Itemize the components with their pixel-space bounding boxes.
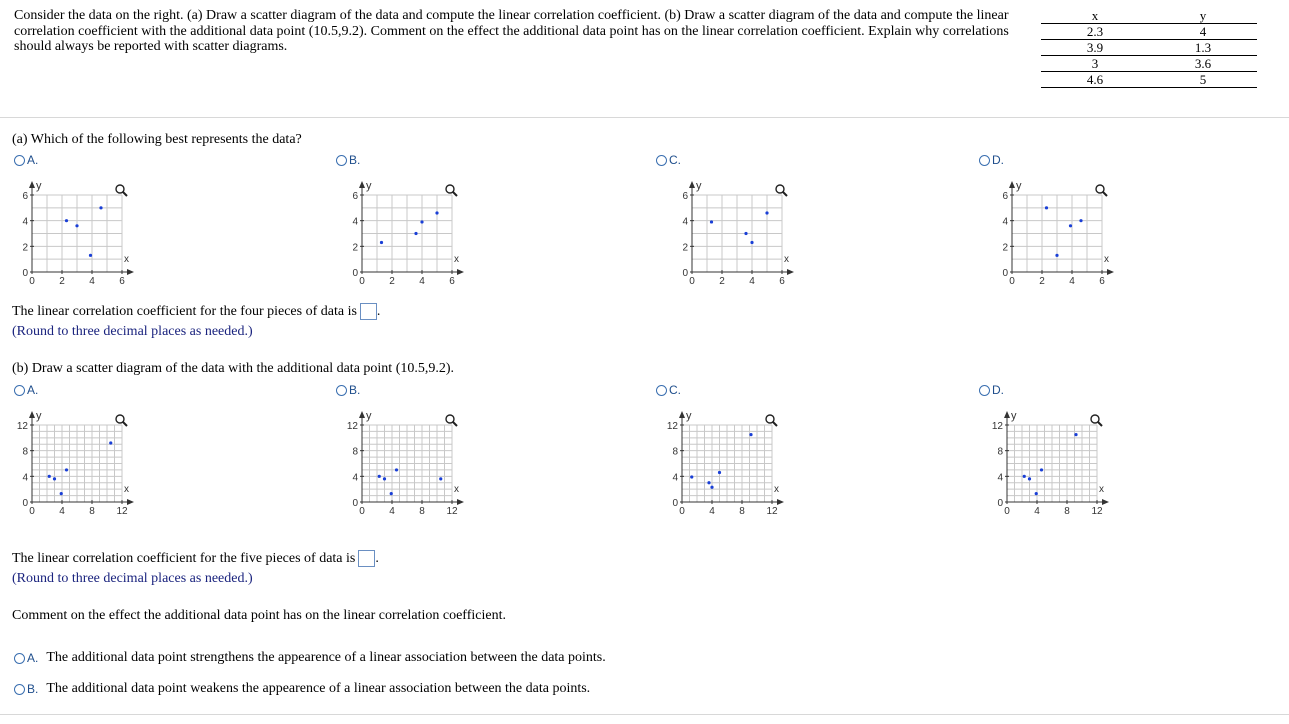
x-tick-label: 0	[679, 506, 685, 517]
y-axis-label: y	[1016, 180, 1022, 192]
radio-button-icon[interactable]	[979, 385, 990, 396]
option-b-d[interactable]: D.	[979, 383, 1004, 397]
x-tick-label: 0	[359, 506, 365, 517]
y-tick-label: 4	[1002, 216, 1008, 228]
y-axis-arrow	[359, 181, 365, 188]
x-tick-label: 4	[1069, 276, 1075, 287]
magnifier-icon-lens	[116, 185, 124, 193]
data-point	[109, 441, 112, 444]
scatter-graph-b-d[interactable]	[975, 405, 1115, 525]
question-text: Consider the data on the right. (a) Draw a scatter diagram of the data and compute the linear correlation coefficient. (b) Draw a scatter diagram of the data and compute the linear correlation coefficient with the additional data point (10.5,9.2). Comment on the effect the additional data point has on the linear correlation coefficient. Explain why correlations should always be reported with scatter diagrams.	[14, 8, 1009, 54]
option-b-c[interactable]: C.	[656, 383, 681, 397]
comment-option-b[interactable]: B. The additional data point weakens the appearence of a linear association between the data points.	[14, 681, 590, 697]
radio-button-icon[interactable]	[14, 155, 25, 166]
data-point	[99, 206, 102, 209]
table-row: 4.6 5	[1041, 72, 1257, 88]
y-tick-label: 12	[991, 421, 1003, 432]
y-tick-label: 0	[1002, 268, 1008, 279]
x-tick-label: 0	[1009, 276, 1015, 287]
y-tick-label: 2	[1002, 242, 1008, 254]
y-tick-label: 6	[682, 191, 688, 202]
data-point	[378, 475, 381, 478]
data-point	[1069, 224, 1072, 227]
y-tick-label: 4	[682, 216, 688, 228]
x-axis-label: x	[1104, 254, 1109, 265]
y-tick-label: 0	[352, 498, 358, 509]
radio-button-icon[interactable]	[656, 155, 667, 166]
magnifier-icon-lens	[116, 415, 124, 423]
scatter-graph-b-b[interactable]	[330, 405, 470, 525]
data-point	[1074, 433, 1077, 436]
x-tick-label: 0	[29, 506, 35, 517]
data-point	[89, 254, 92, 257]
x-axis-arrow	[127, 499, 134, 505]
y-tick-label: 0	[672, 498, 678, 509]
magnifier-icon[interactable]	[1091, 415, 1102, 426]
y-tick-label: 4	[672, 472, 678, 484]
magnifier-icon-lens	[766, 415, 774, 423]
table-row: 3.9 1.3	[1041, 40, 1257, 56]
data-point	[765, 211, 768, 214]
y-tick-label: 4	[22, 216, 28, 228]
correlation-input-a[interactable]	[360, 303, 377, 320]
magnifier-icon-handle	[453, 422, 457, 426]
x-tick-label: 4	[709, 506, 715, 517]
radio-button-icon[interactable]	[14, 653, 25, 664]
y-tick-label: 2	[352, 242, 358, 254]
radio-button-icon[interactable]	[336, 155, 347, 166]
option-a-b[interactable]: B.	[336, 153, 360, 167]
x-tick-label: 8	[419, 506, 425, 517]
part-b-prompt: (b) Draw a scatter diagram of the data with the additional data point (10.5,9.2).	[12, 361, 455, 376]
comment-option-a[interactable]: A. The additional data point strengthens the appearence of a linear association between the data points.	[14, 650, 606, 666]
y-axis-arrow	[29, 411, 35, 418]
magnifier-icon-handle	[773, 422, 777, 426]
data-point	[749, 433, 752, 436]
y-tick-label: 0	[997, 498, 1003, 509]
data-point	[65, 219, 68, 222]
y-axis-label: y	[366, 410, 372, 422]
y-tick-label: 8	[22, 446, 28, 458]
data-point	[414, 232, 417, 235]
magnifier-icon-handle	[1103, 192, 1107, 196]
data-point	[710, 486, 713, 489]
x-axis-label: x	[124, 484, 129, 495]
data-point	[75, 224, 78, 227]
x-tick-label: 6	[779, 276, 785, 287]
x-tick-label: 0	[1004, 506, 1010, 517]
y-tick-label: 4	[997, 472, 1003, 484]
x-tick-label: 4	[1034, 506, 1040, 517]
magnifier-icon[interactable]	[766, 415, 777, 426]
data-point	[707, 481, 710, 484]
y-tick-label: 6	[1002, 191, 1008, 202]
magnifier-icon-handle	[123, 192, 127, 196]
radio-button-icon[interactable]	[336, 385, 347, 396]
y-axis-label: y	[696, 180, 702, 192]
x-tick-label: 8	[89, 506, 95, 517]
col-header-y: y	[1149, 8, 1257, 24]
scatter-graph-a-b[interactable]	[330, 175, 470, 295]
y-axis-arrow	[1009, 181, 1015, 188]
scatter-graph-a-c[interactable]	[660, 175, 800, 295]
y-tick-label: 0	[22, 268, 28, 279]
x-tick-label: 12	[446, 506, 458, 517]
y-tick-label: 6	[352, 191, 358, 202]
magnifier-icon-handle	[123, 422, 127, 426]
x-axis-label: x	[454, 484, 459, 495]
x-axis-label: x	[1099, 484, 1104, 495]
y-tick-label: 4	[352, 216, 358, 228]
y-tick-label: 2	[22, 242, 28, 254]
y-axis-arrow	[1004, 411, 1010, 418]
y-axis-arrow	[679, 411, 685, 418]
y-tick-label: 8	[672, 446, 678, 458]
x-tick-label: 6	[449, 276, 455, 287]
magnifier-icon-lens	[446, 415, 454, 423]
y-axis-label: y	[36, 180, 42, 192]
x-axis-label: x	[454, 254, 459, 265]
divider	[0, 117, 1289, 118]
y-tick-label: 6	[22, 191, 28, 202]
y-axis-label: y	[36, 410, 42, 422]
y-axis-label: y	[686, 410, 692, 422]
y-axis-arrow	[29, 181, 35, 188]
table-row: 2.3 4	[1041, 24, 1257, 40]
x-tick-label: 0	[359, 276, 365, 287]
x-axis-arrow	[1102, 499, 1109, 505]
data-point	[383, 477, 386, 480]
y-tick-label: 8	[997, 446, 1003, 458]
data-point	[750, 241, 753, 244]
option-b-b[interactable]: B.	[336, 383, 360, 397]
y-tick-label: 0	[682, 268, 688, 279]
data-point	[710, 220, 713, 223]
magnifier-icon[interactable]	[776, 185, 787, 196]
x-axis-arrow	[777, 499, 784, 505]
x-axis-arrow	[457, 499, 464, 505]
y-tick-label: 12	[346, 421, 358, 432]
scatter-graph-b-a[interactable]	[0, 405, 140, 525]
divider	[0, 714, 1289, 715]
y-axis-label: y	[1011, 410, 1017, 422]
y-tick-label: 12	[666, 421, 678, 432]
option-b-a[interactable]: A.	[14, 383, 38, 397]
comment-prompt: Comment on the effect the additional data point has on the linear correlation coefficient.	[12, 608, 506, 623]
option-a-d[interactable]: D.	[979, 153, 1004, 167]
radio-button-icon[interactable]	[656, 385, 667, 396]
x-tick-label: 8	[1064, 506, 1070, 517]
x-tick-label: 12	[766, 506, 778, 517]
magnifier-icon[interactable]	[116, 415, 127, 426]
part-b-sentence: The linear correlation coefficient for the five pieces of data is .	[12, 550, 379, 566]
x-tick-label: 12	[116, 506, 128, 517]
y-tick-label: 2	[682, 242, 688, 254]
scatter-graph-a-a[interactable]	[0, 175, 140, 295]
round-note-b: (Round to three decimal places as needed.)	[12, 571, 253, 586]
option-a-c[interactable]: C.	[656, 153, 681, 167]
x-tick-label: 8	[739, 506, 745, 517]
data-point	[65, 468, 68, 471]
part-a-prompt: (a) Which of the following best represents the data?	[12, 132, 302, 147]
y-tick-label: 12	[16, 421, 28, 432]
data-table	[1041, 8, 1257, 88]
x-tick-label: 0	[29, 276, 35, 287]
y-tick-label: 4	[22, 472, 28, 484]
magnifier-icon-handle	[783, 192, 787, 196]
data-point	[60, 492, 63, 495]
magnifier-icon-lens	[1096, 185, 1104, 193]
y-tick-label: 4	[352, 472, 358, 484]
data-point	[420, 220, 423, 223]
magnifier-icon-lens	[446, 185, 454, 193]
data-point	[380, 241, 383, 244]
x-tick-label: 2	[1039, 276, 1045, 287]
part-a-sentence: The linear correlation coefficient for the four pieces of data is .	[12, 303, 381, 319]
x-tick-label: 2	[719, 276, 725, 287]
correlation-input-b[interactable]	[358, 550, 375, 567]
x-tick-label: 4	[419, 276, 425, 287]
magnifier-icon-handle	[453, 192, 457, 196]
data-point	[439, 477, 442, 480]
x-axis-arrow	[457, 269, 464, 275]
scatter-graph-b-c[interactable]	[650, 405, 790, 525]
x-axis-arrow	[787, 269, 794, 275]
x-tick-label: 0	[689, 276, 695, 287]
data-point	[1055, 254, 1058, 257]
scatter-graph-a-d[interactable]	[980, 175, 1120, 295]
option-a-a[interactable]: A.	[14, 153, 38, 167]
x-tick-label: 2	[389, 276, 395, 287]
data-point	[1035, 492, 1038, 495]
data-point	[48, 475, 51, 478]
x-tick-label: 12	[1091, 506, 1103, 517]
x-tick-label: 4	[389, 506, 395, 517]
data-point	[395, 468, 398, 471]
data-point	[690, 475, 693, 478]
radio-button-icon[interactable]	[14, 684, 25, 695]
data-point	[1023, 475, 1026, 478]
y-tick-label: 0	[352, 268, 358, 279]
x-axis-arrow	[127, 269, 134, 275]
y-tick-label: 8	[352, 446, 358, 458]
radio-button-icon[interactable]	[979, 155, 990, 166]
magnifier-icon-lens	[776, 185, 784, 193]
y-tick-label: 0	[22, 498, 28, 509]
x-tick-label: 4	[749, 276, 755, 287]
x-tick-label: 4	[59, 506, 65, 517]
y-axis-label: y	[366, 180, 372, 192]
round-note-a: (Round to three decimal places as needed.)	[12, 324, 253, 339]
data-point	[718, 471, 721, 474]
data-point	[744, 232, 747, 235]
magnifier-icon[interactable]	[116, 185, 127, 196]
x-tick-label: 2	[59, 276, 65, 287]
x-tick-label: 6	[1099, 276, 1105, 287]
magnifier-icon-lens	[1091, 415, 1099, 423]
data-point	[1045, 206, 1048, 209]
magnifier-icon[interactable]	[446, 415, 457, 426]
x-axis-label: x	[774, 484, 779, 495]
data-point	[53, 477, 56, 480]
x-axis-label: x	[784, 254, 789, 265]
data-point	[435, 211, 438, 214]
data-point	[1028, 477, 1031, 480]
x-tick-label: 6	[119, 276, 125, 287]
x-axis-label: x	[124, 254, 129, 265]
table-row: 3 3.6	[1041, 56, 1257, 72]
x-axis-arrow	[1107, 269, 1114, 275]
y-axis-arrow	[359, 411, 365, 418]
x-tick-label: 4	[89, 276, 95, 287]
magnifier-icon[interactable]	[446, 185, 457, 196]
data-point	[390, 492, 393, 495]
y-axis-arrow	[689, 181, 695, 188]
col-header-x: x	[1041, 8, 1149, 24]
data-point	[1040, 468, 1043, 471]
magnifier-icon-handle	[1098, 422, 1102, 426]
radio-button-icon[interactable]	[14, 385, 25, 396]
data-point	[1079, 219, 1082, 222]
magnifier-icon[interactable]	[1096, 185, 1107, 196]
